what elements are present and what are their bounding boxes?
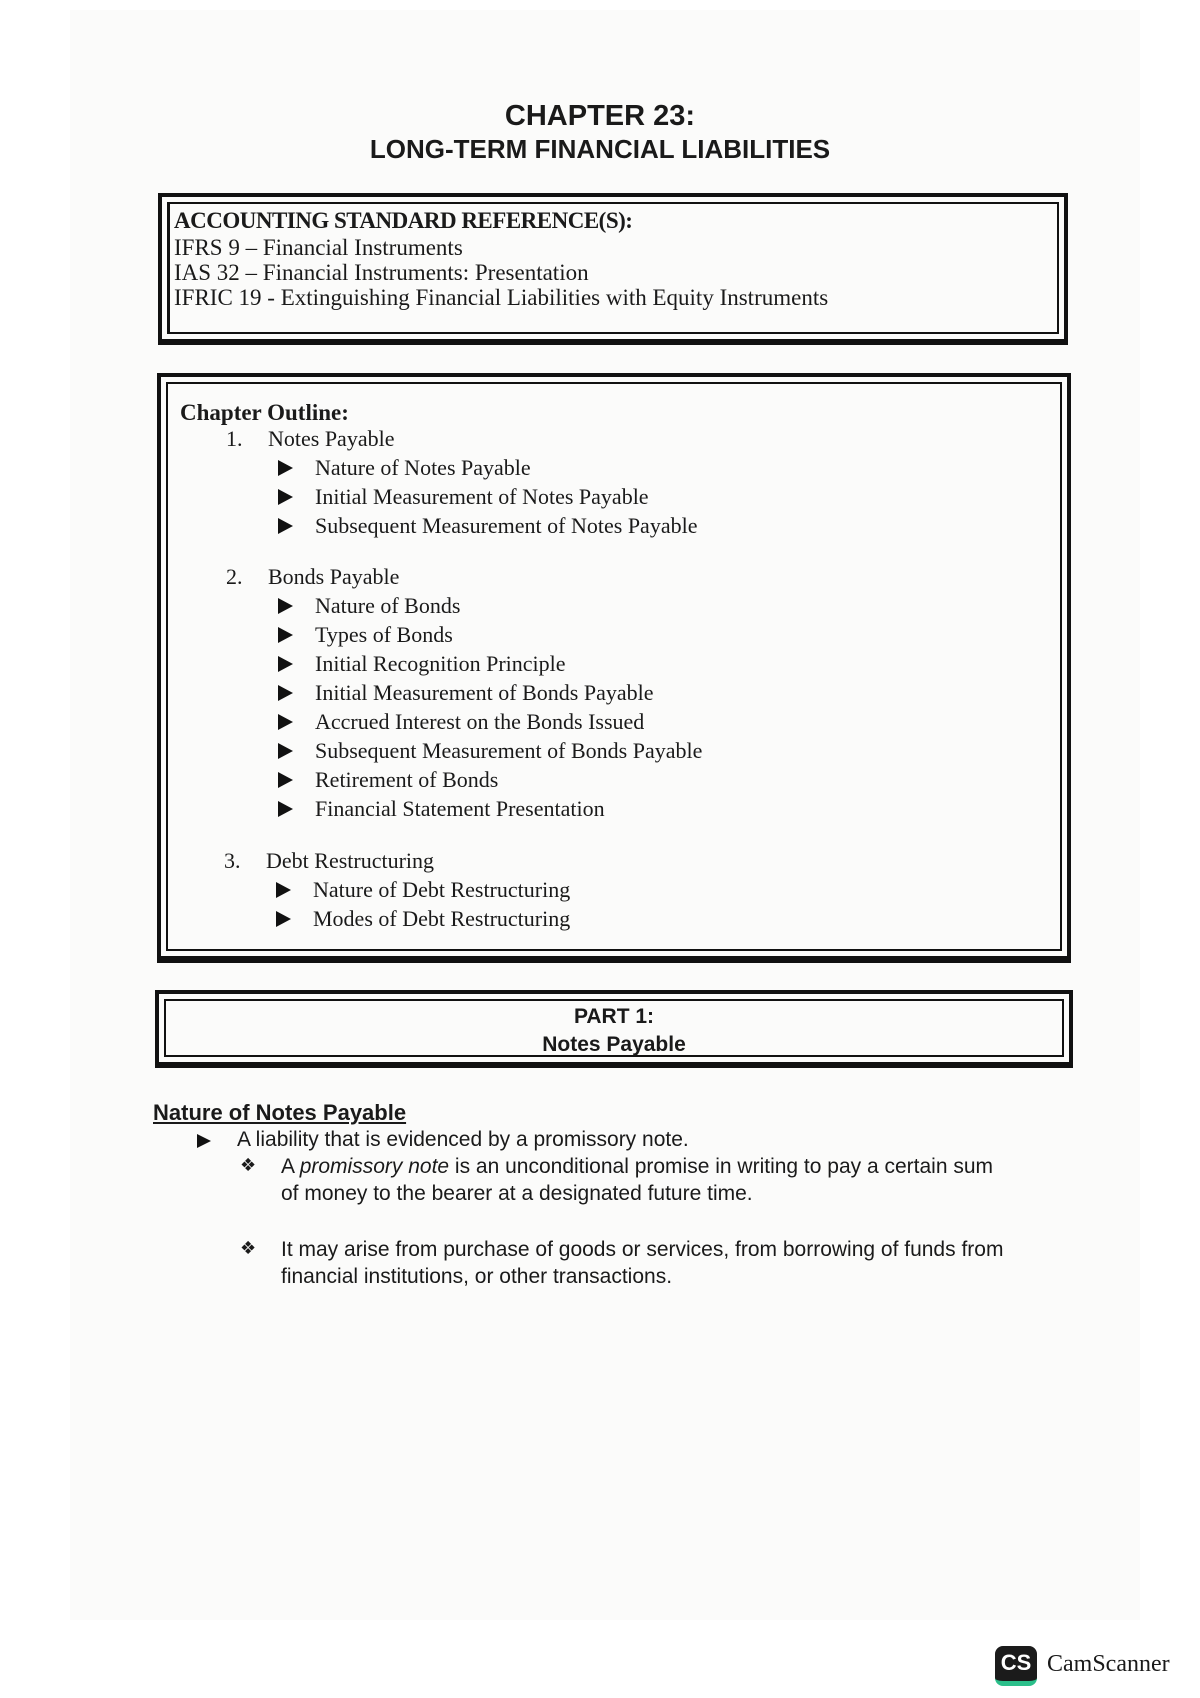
part-box [155, 990, 1073, 1068]
promissory-note-term: promissory note [299, 1155, 450, 1178]
outline-item: Subsequent Measurement of Notes Payable [278, 513, 697, 539]
outline-item: Initial Recognition Principle [278, 651, 566, 677]
section-title: Bonds Payable [268, 564, 400, 589]
outline-item: Nature of Bonds [278, 593, 460, 619]
section-number: 2. [226, 564, 243, 589]
outline-item: Modes of Debt Restructuring [276, 906, 570, 932]
sub-bullet-text-cont: of money to the bearer at a designated future time. [281, 1182, 753, 1205]
triangle-bullet-icon [278, 714, 293, 730]
sub-bullet-text: It may arise from purchase of goods or services, from borrowing of funds from [281, 1238, 1004, 1261]
triangle-bullet-icon [278, 627, 293, 643]
outline-title: Chapter Outline: [180, 400, 349, 425]
standard-item: IFRS 9 – Financial Instruments [174, 235, 463, 260]
triangle-bullet-icon [278, 656, 293, 672]
triangle-bullet-icon [278, 801, 293, 817]
outline-item: Initial Measurement of Notes Payable [278, 484, 649, 510]
chapter-title: CHAPTER 23: [504, 100, 696, 132]
outline-item: Nature of Notes Payable [278, 455, 531, 481]
standard-item: IAS 32 – Financial Instruments: Presentation [174, 260, 589, 285]
triangle-bullet-icon [278, 685, 293, 701]
arrow-bullet-icon [197, 1134, 211, 1148]
triangle-bullet-icon [278, 598, 293, 614]
bullet-text: A liability that is evidenced by a promissory note. [237, 1128, 689, 1151]
outline-item: Accrued Interest on the Bonds Issued [278, 709, 644, 735]
diamond-bullet-icon: ❖ [240, 1155, 257, 1176]
outline-item: Financial Statement Presentation [278, 796, 605, 822]
standards-reference-box [158, 193, 1068, 345]
triangle-bullet-icon [278, 518, 293, 534]
outline-item: Initial Measurement of Bonds Payable [278, 680, 653, 706]
triangle-bullet-icon [278, 772, 293, 788]
part-label: PART 1: [573, 1005, 655, 1028]
outline-item: Types of Bonds [278, 622, 453, 648]
section-heading: Nature of Notes Payable [153, 1100, 407, 1125]
diamond-bullet-icon: ❖ [240, 1238, 257, 1259]
sub-bullet-text-cont: financial institutions, or other transactions. [281, 1265, 673, 1288]
outline-item: Nature of Debt Restructuring [276, 877, 570, 903]
camscanner-watermark: CamScanner [1047, 1651, 1170, 1677]
section-title: Notes Payable [268, 426, 395, 451]
chapter-outline-box [157, 373, 1071, 963]
outline-item: Subsequent Measurement of Bonds Payable [278, 738, 702, 764]
standard-item: IFRIC 19 - Extinguishing Financial Liabilities with Equity Instruments [174, 285, 829, 310]
triangle-bullet-icon [278, 489, 293, 505]
outline-item: Retirement of Bonds [278, 767, 498, 793]
section-number: 3. [224, 848, 241, 873]
standards-heading: ACCOUNTING STANDARD REFERENCE(S): [174, 208, 633, 233]
part-title: Notes Payable [542, 1033, 686, 1056]
section-title: Debt Restructuring [266, 848, 435, 873]
triangle-bullet-icon [278, 743, 293, 759]
section-number: 1. [226, 426, 243, 451]
triangle-bullet-icon [276, 911, 291, 927]
chapter-subtitle: LONG-TERM FINANCIAL LIABILITIES [369, 134, 831, 164]
triangle-bullet-icon [276, 882, 291, 898]
sub-bullet-text: A promissory note is an unconditional promise in writing to pay a certain sum [281, 1155, 994, 1178]
triangle-bullet-icon [278, 460, 293, 476]
camscanner-logo-icon: CS [995, 1646, 1037, 1686]
